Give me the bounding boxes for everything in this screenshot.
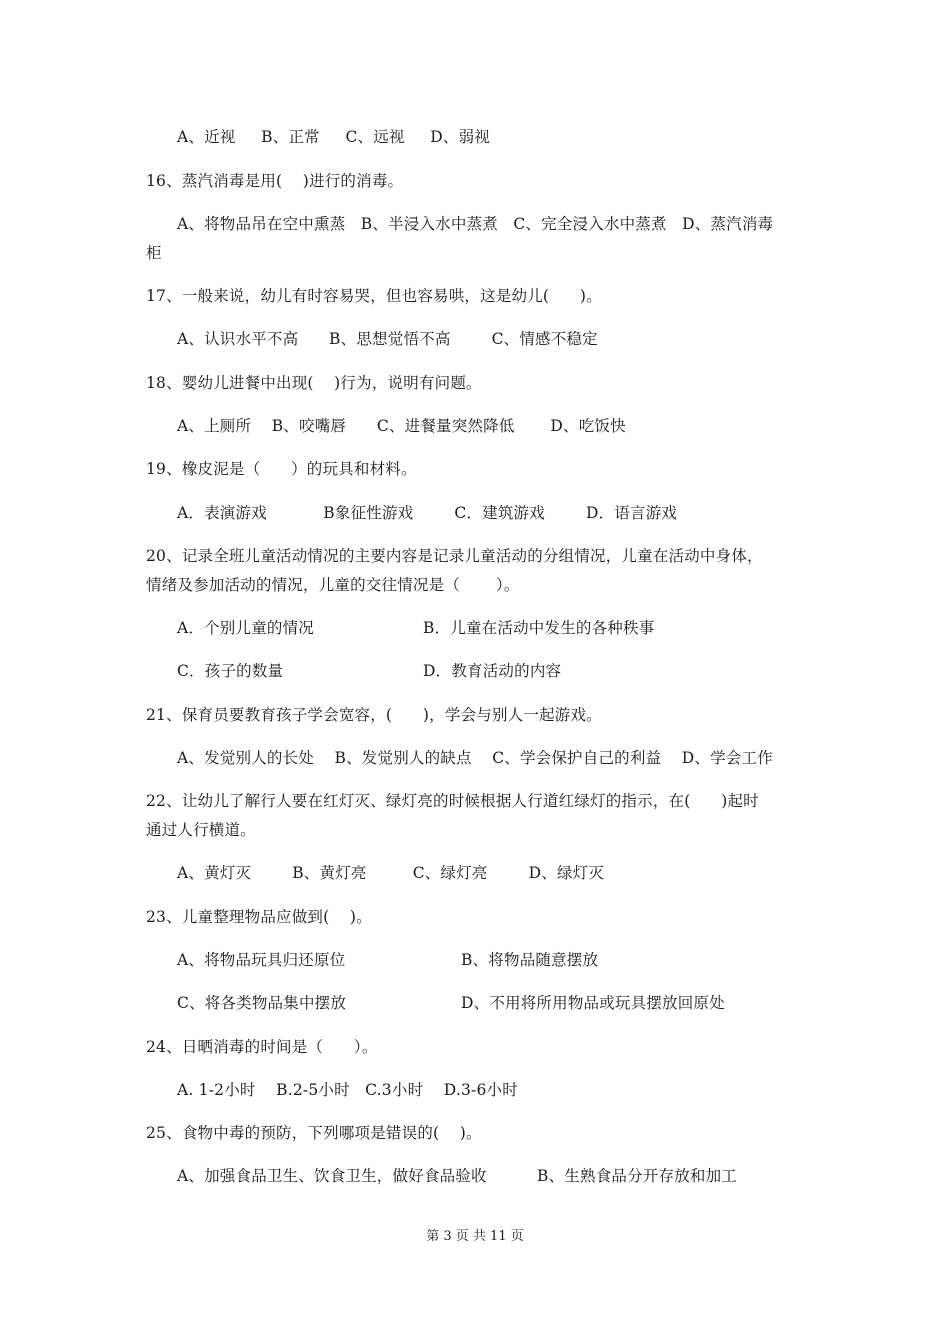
q16-options-wrap: 柜 [146, 244, 162, 262]
q17-question: 17、一般来说，幼儿有时容易哭，但也容易哄，这是幼儿( )。 [146, 287, 602, 305]
q15-options: A、近视 B、正常 C、远视 D、弱视 [177, 128, 490, 146]
q22-question-wrap: 通过人行横道。 [146, 821, 256, 839]
q25-option-b: B、生熟食品分开存放和加工 [537, 1167, 737, 1185]
q23-option-a: A、将物品玩具归还原位 [177, 951, 346, 969]
q20-question-wrap: 情绪及参加活动的情况，儿童的交往情况是（ ）。 [146, 576, 520, 594]
q24-question: 24、日晒消毒的时间是（ ）。 [146, 1038, 378, 1056]
q18-options: A、上厕所 B、咬嘴唇 C、进餐量突然降低 D、吃饭快 [177, 417, 626, 435]
q16-options: A、将物品吊在空中熏蒸 B、半浸入水中蒸煮 C、完全浸入水中蒸煮 D、蒸汽消毒 [177, 215, 774, 233]
q20-option-b: B．儿童在活动中发生的各种秩事 [423, 619, 655, 637]
q16-question: 16、蒸汽消毒是用( )进行的消毒。 [146, 172, 404, 190]
q24-options: A. 1-2小时 B.2-5小时 C.3小时 D.3-6小时 [177, 1081, 518, 1099]
q18-question: 18、婴幼儿进餐中出现( )行为，说明有问题。 [146, 374, 482, 392]
q20-option-a: A．个别儿童的情况 [177, 619, 314, 637]
q20-option-c: C．孩子的数量 [177, 662, 284, 680]
q17-options: A、认识水平不高 B、思想觉悟不高 C、情感不稳定 [177, 330, 598, 348]
q23-option-b: B、将物品随意摆放 [461, 951, 599, 969]
q22-question: 22、让幼儿了解行人要在红灯灭、绿灯亮的时候根据人行道红绿灯的指示，在( )起时 [146, 792, 759, 810]
q23-option-c: C、将各类物品集中摆放 [177, 994, 347, 1012]
q23-question: 23、儿童整理物品应做到( )。 [146, 908, 372, 926]
q20-option-d: D．教育活动的内容 [423, 662, 562, 680]
q19-question: 19、橡皮泥是（ ）的玩具和材料。 [146, 460, 417, 478]
q21-options: A、发觉别人的长处 B、发觉别人的缺点 C、学会保护自己的利益 D、学会工作 [177, 749, 773, 767]
q22-options: A、黄灯灭 B、黄灯亮 C、绿灯亮 D、绿灯灭 [177, 864, 605, 882]
q20-question: 20、记录全班儿童活动情况的主要内容是记录儿童活动的分组情况，儿童在活动中身体， [146, 547, 763, 565]
q19-options: A．表演游戏 B象征性游戏 C．建筑游戏 D．语言游戏 [177, 504, 678, 522]
q25-option-a: A、加强食品卫生、饮食卫生，做好食品验收 [177, 1167, 487, 1185]
page-number: 第 3 页 共 11 页 [426, 1229, 524, 1244]
q21-question: 21、保育员要教育孩子学会宽容，( )，学会与别人一起游戏。 [146, 706, 602, 724]
q25-question: 25、食物中毒的预防，下列哪项是错误的( )。 [146, 1124, 482, 1142]
q23-option-d: D、不用将所用物品或玩具摆放回原处 [461, 994, 725, 1012]
